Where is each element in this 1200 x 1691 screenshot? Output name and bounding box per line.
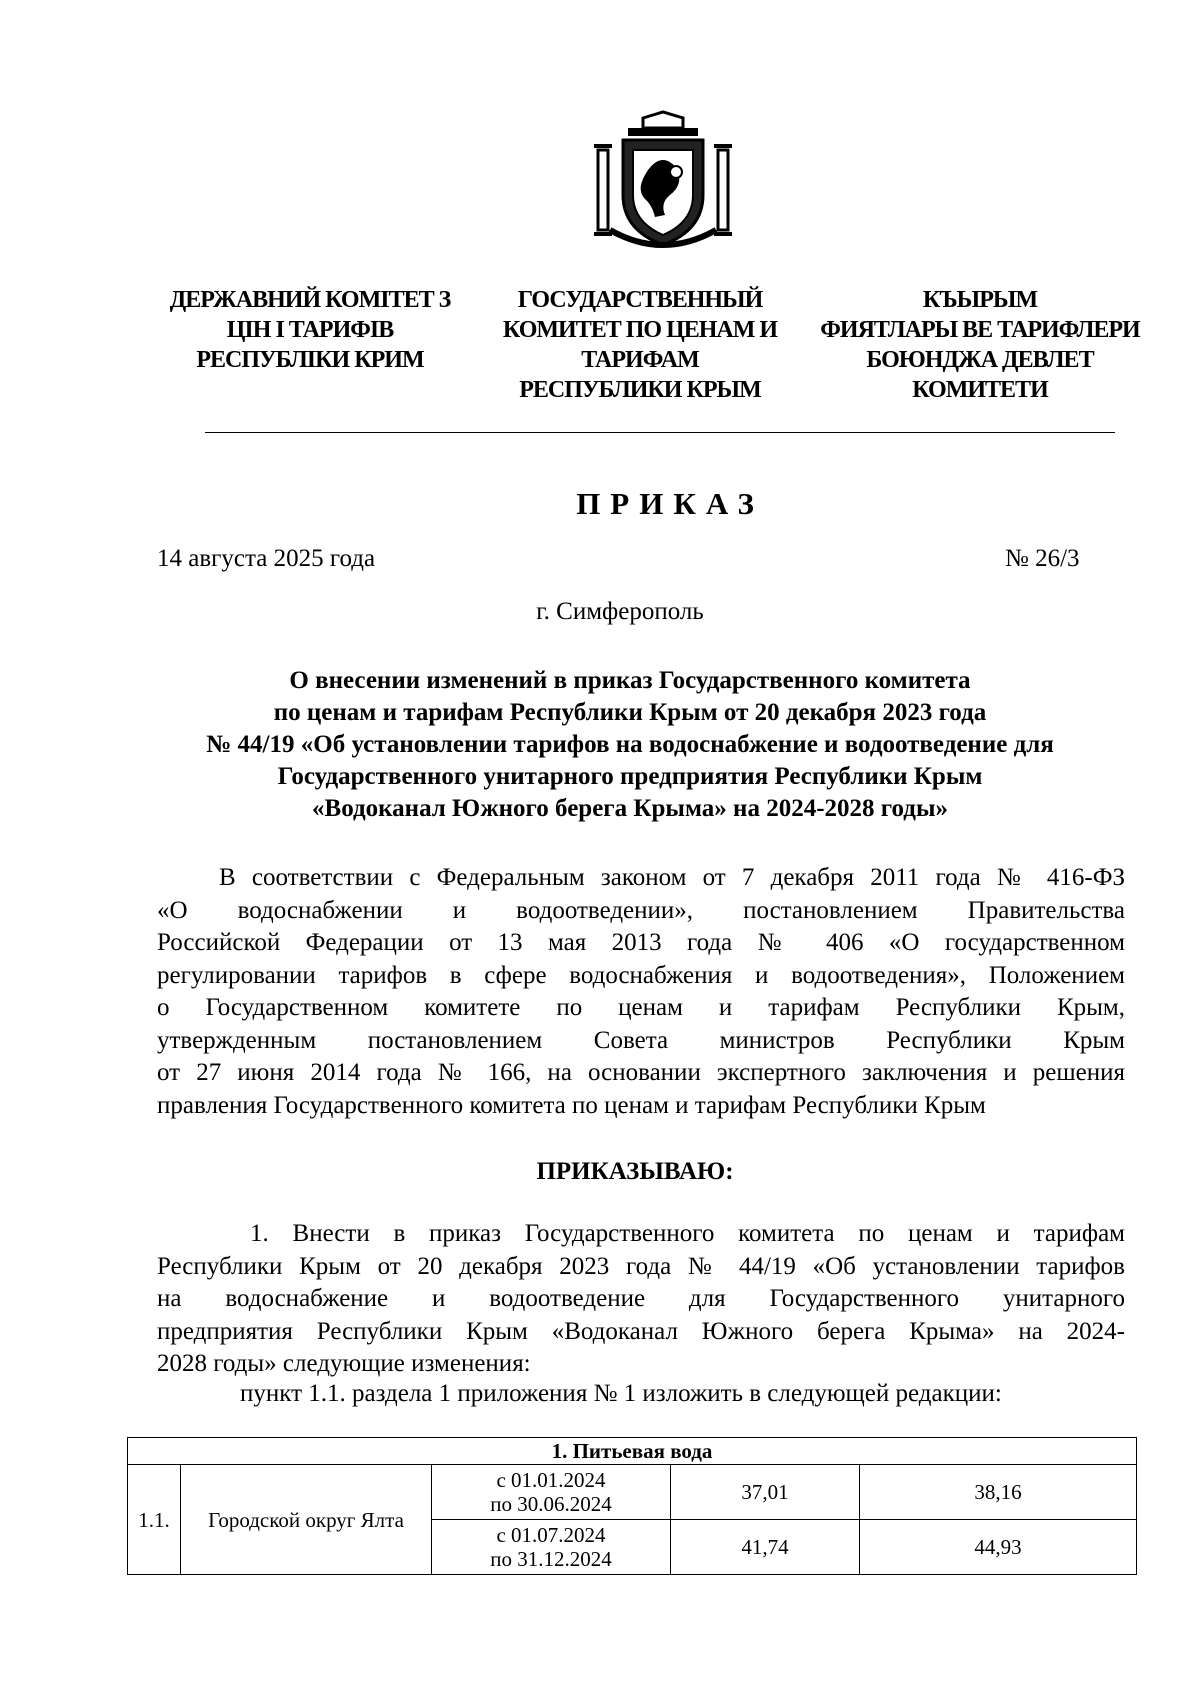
item-1-line: на водоснабжение и водоотведение для Государственного унитарного <box>157 1285 1125 1312</box>
header-ru-line: РЕСПУБЛИКИ КРЫМ <box>519 377 761 403</box>
subject-line: по ценам и тарифам Республики Крым от 20 декабря 2023 года <box>273 699 987 726</box>
document-title: ПРИКАЗ <box>576 486 764 521</box>
period-cell <box>432 1520 671 1575</box>
preamble-line: «О водоснабжении и водоотведении», постановлением Правительства <box>157 896 1125 924</box>
subject-line: О внесении изменений в приказ Государственного комитета <box>289 667 971 694</box>
table-row <box>128 1465 1137 1520</box>
header-ru-line: КОМИТЕТ ПО ЦЕНАМ И <box>502 317 778 343</box>
period-cell <box>432 1465 671 1520</box>
header-ru-line: ГОСУДАРСТВЕННЫЙ <box>517 287 763 313</box>
header-ua-line: ДЕРЖАВНИЙ КОМІТЕТ З <box>169 287 451 313</box>
document-date: 14 августа 2025 года <box>157 545 376 572</box>
item-1-paragraph <box>157 1218 1125 1381</box>
header-ct-line: ФИЯТЛАРЫ ВЕ ТАРИФЛЕРИ <box>820 317 1140 343</box>
period-from: с 01.07.2024 <box>496 1523 606 1547</box>
header-ukrainian <box>150 285 470 375</box>
item-1-subclause: пункт 1.1. раздела 1 приложения № 1 изложить в следующей редакции: <box>240 1380 1002 1407</box>
tariff-value-cell: 41,74 <box>671 1520 860 1575</box>
document-number: № 26/3 <box>1005 545 1080 572</box>
preamble-line: от 27 июня 2014 года № 166, на основании экспертного заключения и решения <box>157 1059 1125 1086</box>
header-ct-line: КОМИТЕТИ <box>912 377 1048 403</box>
subject-line: Государственного унитарного предприятия Республики Крым <box>277 763 983 790</box>
row-number-cell: 1.1. <box>128 1465 181 1575</box>
item-1-line: 2028 годы» следующие изменения: <box>157 1350 531 1377</box>
preamble-line: правления Государственного комитета по ценам и тарифам Республики Крым <box>157 1091 986 1119</box>
period-from: с 01.01.2024 <box>496 1468 606 1492</box>
subject-line: № 44/19 «Об установлении тарифов на водоснабжение и водоотведение для <box>206 731 1054 758</box>
tariff-value-cell: 44,93 <box>860 1520 1137 1575</box>
header-divider <box>205 432 1115 433</box>
item-1-line: предприятия Республики Крым «Водоканал Южного берега Крыма» на 2024- <box>157 1317 1125 1345</box>
document-subject <box>150 665 1110 825</box>
row-name-cell: Городской округ Ялта <box>181 1465 432 1575</box>
crimea-coat-of-arms-icon <box>588 110 738 260</box>
subject-line: «Водоканал Южного берега Крыма» на 2024-2028 годы» <box>312 795 948 822</box>
table-section-cell: 1. Питьевая вода <box>128 1438 1137 1465</box>
header-ua-line: РЕСПУБЛІКИ КРИМ <box>196 347 424 373</box>
tariff-value-cell: 38,16 <box>860 1465 1137 1520</box>
header-russian <box>480 285 800 405</box>
header-crimean-tatar <box>815 285 1145 405</box>
item-1-line: 1. Внести в приказ Государственного комитета по ценам и тарифам <box>250 1220 1125 1247</box>
preamble-line: утвержденным постановлением Совета министров Республики Крым <box>157 1026 1125 1054</box>
item-1-line: Республики Крым от 20 декабря 2023 года № 44/19 «Об установлении тарифов <box>157 1252 1125 1280</box>
preamble-line: В соответствии с Федеральным законом от 7 декабря 2011 года № 416-ФЗ <box>219 864 1125 891</box>
order-heading: ПРИКАЗЫВАЮ: <box>536 1158 734 1185</box>
preamble-line: Российской Федерации от 13 мая 2013 года № 406 «О государственном <box>157 929 1125 956</box>
period-to: по 30.06.2024 <box>490 1492 612 1516</box>
header-ru-line: ТАРИФАМ <box>581 347 699 373</box>
tariff-value-cell: 37,01 <box>671 1465 860 1520</box>
preamble-paragraph <box>157 862 1125 1122</box>
header-ct-line: КЪЫРЫМ <box>922 287 1038 313</box>
header-ua-line: ЦІН І ТАРИФІВ <box>226 317 394 343</box>
period-to: по 31.12.2024 <box>490 1547 612 1571</box>
header-ct-line: БОЮНДЖА ДЕВЛЕТ <box>866 347 1094 373</box>
document-city: г. Симферополь <box>536 598 704 625</box>
tariff-table <box>127 1437 1137 1575</box>
preamble-line: о Государственном комитете по ценам и тарифам Республики Крым, <box>157 994 1125 1021</box>
table-section-row <box>128 1438 1137 1465</box>
preamble-line: регулировании тарифов в сфере водоснабжения и водоотведения», Положением <box>157 961 1125 989</box>
